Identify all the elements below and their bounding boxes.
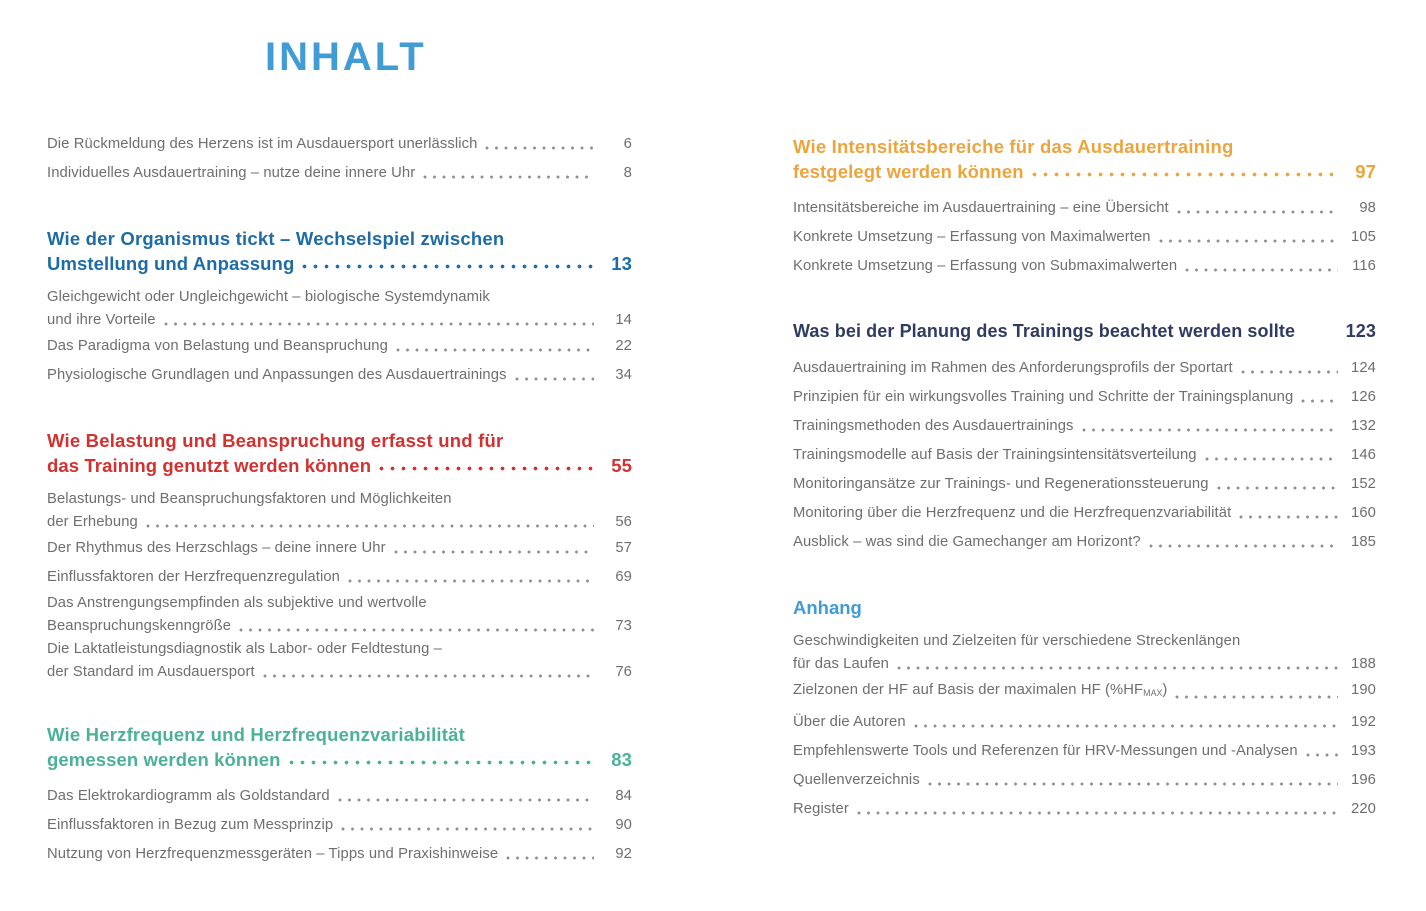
toc-entry — [793, 630, 1376, 676]
section-entries — [793, 630, 1376, 824]
entry-page: 188 — [1351, 656, 1376, 672]
entry-page: 90 — [615, 817, 632, 833]
dot-leader — [1175, 695, 1338, 699]
entry-page: 105 — [1351, 229, 1376, 245]
section-page: 55 — [611, 455, 632, 476]
entry-text: Der Rhythmus des Herzschlags – deine innere Uhr — [47, 540, 386, 556]
toc-entry — [47, 840, 632, 869]
entry-page: 185 — [1351, 534, 1376, 550]
entry-text-line1: Belastungs- und Beanspruchungsfaktoren und Möglichkeiten — [47, 491, 452, 507]
dot-leader — [1205, 457, 1338, 461]
dot-leader — [1082, 428, 1338, 432]
dot-leader — [857, 811, 1338, 815]
entry-text-line1: Das Anstrengungsempfinden als subjektive und wertvolle — [47, 595, 427, 611]
toc-entry — [47, 782, 632, 811]
dot-leader — [379, 466, 594, 471]
dot-leader — [289, 760, 594, 765]
toc-entry — [793, 412, 1376, 441]
section-heading-line2 — [47, 251, 632, 276]
toc-entry — [47, 130, 632, 159]
entry-page: 192 — [1351, 714, 1376, 731]
section-page: 83 — [611, 749, 632, 770]
dot-leader — [263, 674, 594, 678]
intro-entries — [47, 130, 632, 188]
dot-leader — [341, 827, 594, 831]
dot-leader — [897, 666, 1338, 670]
entry-text: Die Rückmeldung des Herzens ist im Ausdauersport unerlässlich — [47, 136, 478, 152]
section-heading-text: das Training genutzt werden können — [47, 455, 372, 476]
toc-section-intensitaetsbereiche — [793, 134, 1376, 281]
section-entries — [47, 488, 632, 684]
toc-entry — [47, 534, 632, 563]
entry-page: 132 — [1351, 418, 1376, 434]
dot-leader — [515, 377, 594, 381]
page-title: INHALT — [265, 35, 427, 79]
section-heading-text: gemessen werden können — [47, 749, 281, 770]
toc-entry — [793, 441, 1376, 470]
toc-entry — [47, 638, 632, 684]
entry-text: Ausblick – was sind die Gamechanger am Horizont? — [793, 534, 1141, 550]
entry-page: 34 — [615, 367, 632, 383]
dot-leader — [396, 348, 594, 352]
dot-leader — [1239, 515, 1338, 519]
toc-entry — [793, 795, 1376, 824]
entry-page: 152 — [1351, 476, 1376, 492]
entry-text: Empfehlenswerte Tools und Referenzen für HRV-Messungen und -Analysen — [793, 743, 1298, 760]
entry-text: Register — [793, 801, 849, 818]
section-heading-line2 — [47, 453, 632, 478]
toc-entry — [47, 811, 632, 840]
entry-page: 57 — [615, 540, 632, 556]
dot-leader — [348, 579, 594, 583]
toc-column-left — [47, 0, 632, 869]
dot-leader — [1185, 268, 1338, 272]
subscript-text: MAX — [1143, 688, 1163, 699]
dot-leader — [1177, 210, 1338, 214]
section-heading-line1: Wie der Organismus tickt – Wechselspiel zwischen — [47, 228, 505, 249]
section-heading-text: Umstellung und Anpassung — [47, 253, 295, 274]
section-heading-line1 — [793, 319, 1376, 344]
entry-page: 22 — [615, 338, 632, 354]
entry-text: Konkrete Umsetzung – Erfassung von Maximalwerten — [793, 229, 1151, 245]
dot-leader — [506, 856, 594, 860]
entry-text: Monitoringansätze zur Trainings- und Regenerationssteuerung — [793, 476, 1209, 492]
dot-leader — [394, 550, 594, 554]
toc-entry — [793, 766, 1376, 795]
dot-leader — [1032, 172, 1338, 177]
entry-text: Über die Autoren — [793, 714, 906, 731]
toc-entry — [793, 223, 1376, 252]
section-heading-line1: Wie Belastung und Beanspruchung erfasst und für — [47, 430, 504, 451]
entry-text: Zielzonen der HF auf Basis der maximalen HF $(\%HF_{MAX})$ — [793, 682, 1168, 699]
toc-entry — [793, 676, 1376, 708]
toc-section-organismus — [47, 226, 632, 390]
entry-text: Trainingsmodelle auf Basis der Trainingsintensitätsverteilung — [793, 447, 1197, 463]
dot-leader — [1301, 399, 1338, 403]
toc-section-planung — [793, 319, 1376, 557]
toc-entry — [793, 528, 1376, 557]
entry-page: 92 — [615, 846, 632, 862]
toc-entry — [47, 488, 632, 534]
dot-leader — [146, 524, 594, 528]
entry-page: 14 — [615, 312, 632, 328]
entry-page: 220 — [1351, 801, 1376, 818]
toc-entry — [47, 159, 632, 188]
section-heading-line1: Anhang — [793, 597, 862, 618]
section-entries — [47, 286, 632, 390]
toc-section-belastung — [47, 428, 632, 684]
entry-text: und ihre Vorteile — [47, 312, 156, 328]
entry-text: Intensitätsbereiche im Ausdauertraining – eine Übersicht — [793, 200, 1169, 216]
section-heading-text: Was bei der Planung des Trainings beachtet werden sollte — [793, 321, 1296, 341]
toc-entry — [793, 708, 1376, 737]
entry-text-line1: Geschwindigkeiten und Zielzeiten für verschiedene Streckenlängen — [793, 633, 1241, 649]
section-entries — [793, 354, 1376, 557]
toc-entry — [793, 737, 1376, 766]
entry-text: Physiologische Grundlagen und Anpassungen des Ausdauertrainings — [47, 367, 507, 383]
dot-leader — [1217, 486, 1338, 490]
toc-entry — [47, 563, 632, 592]
entry-page: 76 — [615, 664, 632, 680]
entry-page: 126 — [1351, 389, 1376, 405]
section-heading-text: festgelegt werden können — [793, 161, 1024, 182]
entry-text: Individuelles Ausdauertraining – nutze deine innere Uhr — [47, 165, 416, 181]
entry-text: Quellenverzeichnis — [793, 772, 920, 789]
entry-page: 73 — [615, 618, 632, 634]
dot-leader — [1306, 753, 1338, 757]
entry-text: Einflussfaktoren der Herzfrequenzregulation — [47, 569, 340, 585]
section-heading-line2 — [793, 159, 1376, 184]
entry-page: 69 — [615, 569, 632, 585]
entry-text: der Erhebung — [47, 514, 138, 530]
toc-entry — [793, 383, 1376, 412]
entry-text-line1: Die Laktatleistungsdiagnostik als Labor- oder Feldtestung – — [47, 641, 442, 657]
entry-page: 98 — [1359, 200, 1376, 216]
entry-text: Das Paradigma von Belastung und Beanspruchung — [47, 338, 388, 354]
toc-section-herzfrequenz — [47, 722, 632, 869]
toc-column-right — [793, 0, 1376, 824]
section-page: 123 — [1345, 321, 1376, 341]
dot-leader — [914, 724, 1338, 728]
section-page: 97 — [1355, 161, 1376, 182]
section-heading-line1: Wie Intensitätsbereiche für das Ausdauertraining — [793, 136, 1234, 157]
entry-text: Einflussfaktoren in Bezug zum Messprinzip — [47, 817, 334, 833]
section-heading-line2 — [47, 747, 632, 772]
entry-text: Ausdauertraining im Rahmen des Anforderungsprofils der Sportart — [793, 360, 1233, 376]
entry-page: 8 — [623, 165, 632, 181]
dot-leader — [423, 175, 594, 179]
entry-text: Das Elektrokardiogramm als Goldstandard — [47, 788, 330, 804]
dot-leader — [485, 146, 594, 150]
dot-leader — [928, 782, 1338, 786]
entry-page: 196 — [1351, 772, 1376, 789]
toc-entry — [793, 499, 1376, 528]
entry-text: der Standard im Ausdauersport — [47, 664, 255, 680]
toc-entry — [47, 332, 632, 361]
dot-leader — [302, 264, 594, 269]
section-entries — [793, 194, 1376, 281]
entry-page: 146 — [1351, 447, 1376, 463]
entry-page: 193 — [1351, 743, 1376, 760]
entry-text-line1: Gleichgewicht oder Ungleichgewicht – biologische Systemdynamik — [47, 289, 490, 305]
toc-entry — [47, 286, 632, 332]
entry-text: Beanspruchungskenngröße — [47, 618, 232, 634]
dot-leader — [239, 628, 594, 632]
section-page: 13 — [611, 253, 632, 274]
entry-page: 56 — [615, 514, 632, 530]
entry-text: Konkrete Umsetzung – Erfassung von Submaximalwerten — [793, 258, 1178, 274]
entry-text: Trainingsmethoden des Ausdauertrainings — [793, 418, 1074, 434]
dot-leader — [1159, 239, 1338, 243]
section-entries — [47, 782, 632, 869]
entry-text: Prinzipien für ein wirkungsvolles Training und Schritte der Trainingsplanung — [793, 389, 1294, 405]
entry-page: 116 — [1352, 258, 1376, 274]
entry-text: für das Laufen — [793, 656, 890, 672]
dot-leader — [1149, 544, 1338, 548]
entry-page: 6 — [623, 136, 632, 152]
toc-entry — [47, 361, 632, 390]
entry-page: 84 — [615, 788, 632, 804]
toc-entry — [793, 194, 1376, 223]
dot-leader — [338, 798, 594, 802]
toc-entry — [793, 470, 1376, 499]
toc-entry — [793, 252, 1376, 281]
entry-page: 160 — [1351, 505, 1376, 521]
dot-leader — [164, 322, 594, 326]
toc-entry — [47, 592, 632, 638]
toc-section-anhang — [793, 595, 1376, 824]
toc-entry — [793, 354, 1376, 383]
entry-text: Nutzung von Herzfrequenzmessgeräten – Tipps und Praxishinweise — [47, 846, 499, 862]
section-heading-line1: Wie Herzfrequenz und Herzfrequenzvariabilität — [47, 724, 465, 745]
entry-page: 190 — [1351, 682, 1376, 698]
dot-leader — [1241, 370, 1338, 374]
entry-text: Monitoring über die Herzfrequenz und die Herzfrequenzvariabilität — [793, 505, 1232, 521]
entry-page: 124 — [1351, 360, 1376, 376]
